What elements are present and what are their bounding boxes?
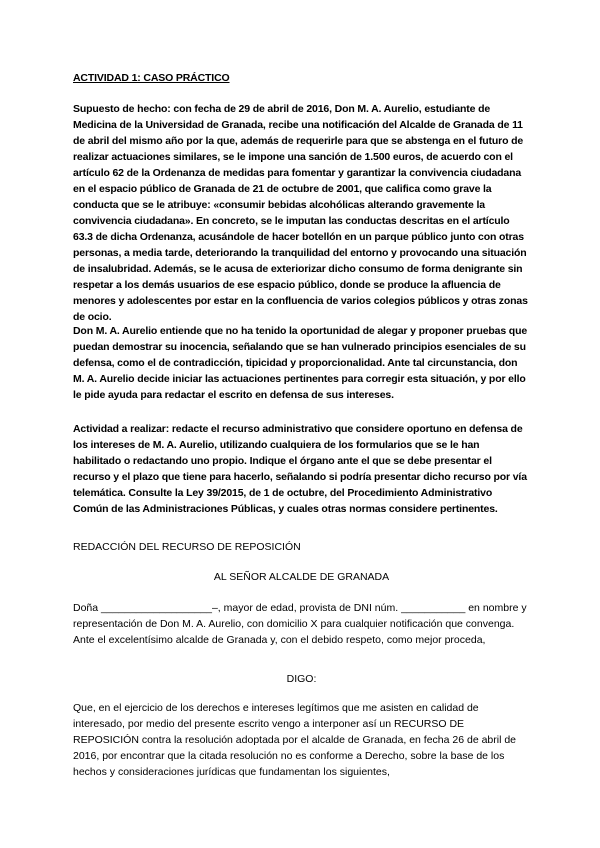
case-facts-continuation: Don M. A. Aurelio entiende que no ha tenido la oportunidad de alegar y proponer pruebas que puedan demostrar su inocencia, señalando que se han vulnerado principios esenciales de su defensa, como el de contradicción, tipicidad y proporcionalidad. Ante tal circunstancia, don M. A. Aurelio decide iniciar las actuaciones pertinentes para corregir esta situación, y por ello le pide ayuda para redactar el escrito en defensa de sus intereses.	[73, 325, 528, 401]
appellant-paragraph: Doña ___________________–, mayor de edad, provista de DNI núm. ___________ en nombre y representación de Don M. A. Aurelio, con domicilio X para cualquier notificación que convenga. Ante el excelentísimo alcalde de Granada y, con el debido respeto, como mejor proceda,	[73, 602, 527, 646]
activity-title: ACTIVIDAD 1: CASO PRÁCTICO	[73, 72, 230, 84]
digo-heading: DIGO:	[286, 673, 317, 685]
case-facts-paragraph: Supuesto de hecho: con fecha de 29 de abril de 2016, Don M. A. Aurelio, estudiante de Medicina de la Universidad de Granada, recibe una notificación del Alcalde de Granada de 11 de abril del mismo año por la que, además de requerirle para que se abstenga en el futuro de realizar actuaciones similares, se le impone una sanción de 1.500 euros, de acuerdo con el artículo 62 de la Ordenanza de medidas para fomentar y garantizar la convivencia ciudadana en el espacio público de Granada de 21 de octubre de 2001, que califica como grave la conducta que se le atribuye: «consumir bebidas alcohólicas alterando gravemente la convivencia ciudadana». En concreto, se le imputan las conductas descritas en el artículo 63.3 de dicha Ordenanza, acusándole de hacer botellón en un parque público junto con otras personas, a media tarde, deteriorando la tranquilidad del entorno y provocando una situación de insalubridad. Además, se le acusa de exteriorizar dicho consumo de forma denigrante sin respetar a los demás usuarios de ese espacio público, donde se produce la afluencia de menores y adolescentes por estar en la confluencia de varios colegios públicos y otras zonas de ocio.	[73, 103, 528, 323]
appeal-heading: REDACCIÓN DEL RECURSO DE REPOSICIÓN	[73, 541, 301, 553]
task-paragraph: Actividad a realizar: redacte el recurso administrativo que considere oportuno en defensa de los intereses de M. A. Aurelio, utilizando cualquiera de los formularios que se le han habilitado o redactando uno propio. Indique el órgano ante el que se debe presentar el recurso y el plazo que tiene para hacerlo, señalando si podría presentar dicho recurso por vía telemática. Consulte la Ley 39/2015, de 1 de octubre, del Procedimiento Administrativo Común de las Administraciones Públicas, y cuales otras normas considere pertinentes.	[73, 423, 527, 515]
appeal-statement-paragraph: Que, en el ejercicio de los derechos e intereses legítimos que me asisten en calidad de interesado, por medio del presente escrito vengo a interponer así un RECURSO DE REPOSICIÓN contra la resolución adoptada por el alcalde de Granada, en fecha 26 de abril de 2016, por encontrar que la citada resolución no es conforme a Derecho, sobre la base de los hechos y consideraciones jurídicas que fundamentan los siguientes,	[73, 702, 517, 778]
addressee-line: AL SEÑOR ALCALDE DE GRANADA	[213, 571, 390, 583]
